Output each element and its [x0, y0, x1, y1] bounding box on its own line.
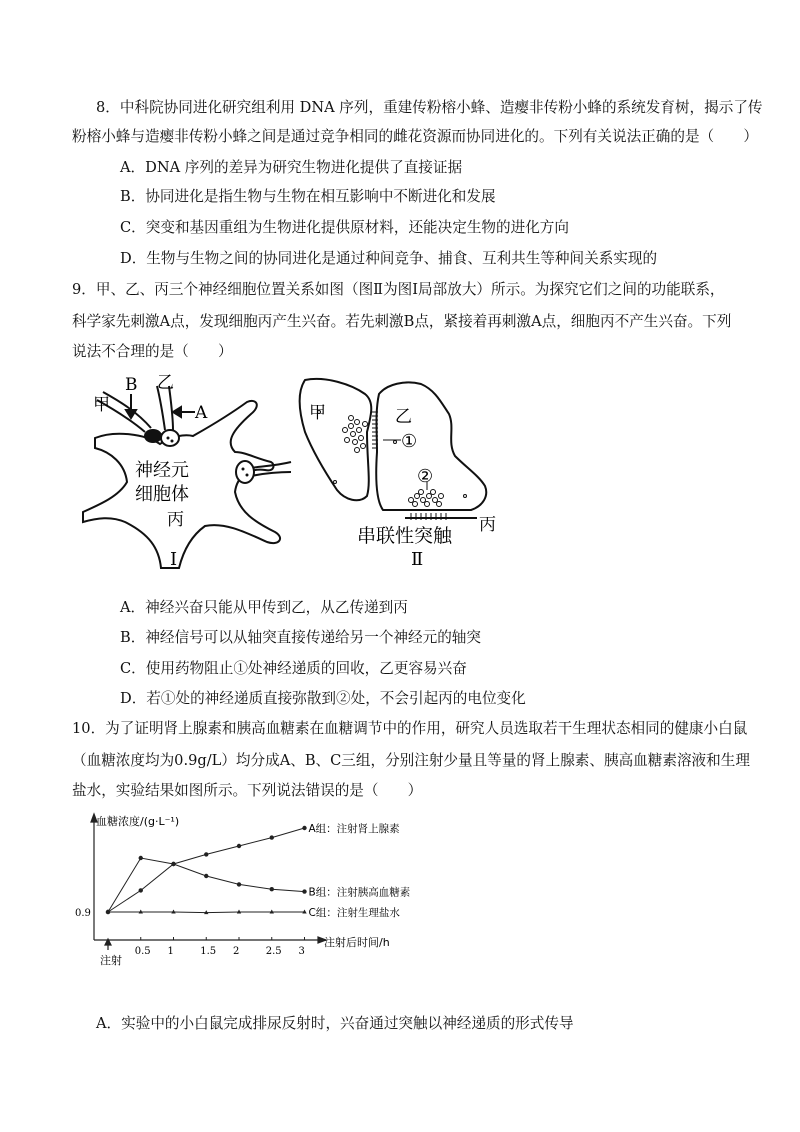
x-tick-label-0: 0.5 [134, 946, 151, 957]
terminal-right [236, 461, 254, 483]
q8-option-a: A．DNA 序列的差异为研究生物进化提供了直接证据 [120, 159, 463, 176]
label-bing: 丙 [167, 510, 184, 530]
x-tick-label-4: 2.5 [265, 946, 282, 957]
series-0-point-3 [204, 852, 208, 856]
y-axis-label: 血糖浓度/(g·L⁻¹) [96, 815, 180, 828]
series-0-point-4 [237, 844, 241, 848]
x-tick-label-5: 3 [298, 946, 305, 957]
marker-1: ① [401, 431, 418, 452]
q9-stem-line1: 9．甲、乙、丙三个神经细胞位置关系如图（图Ⅱ为图Ⅰ局部放大）所示。为探究它们之间的功能联系， [72, 281, 725, 298]
series-1-point-1 [139, 856, 143, 860]
series-2-point-4 [237, 910, 241, 914]
series-labels [309, 822, 411, 919]
series-1-point-5 [270, 887, 274, 891]
terminal-jia [144, 429, 162, 443]
blood-glucose-chart [72, 812, 432, 982]
marker-2: ② [417, 466, 434, 487]
q9-option-d: D．若①处的神经递质直接弥散到②处，不会引起丙的电位变化 [120, 690, 526, 707]
x-tick-label-1: 1 [167, 946, 174, 957]
q9-option-a: A．神经兴奋只能从甲传到乙，从乙传递到丙 [120, 599, 408, 616]
label-cell-line1: 神经元 [135, 460, 189, 481]
q8-option-d: D．生物与生物之间的协同进化是通过种间竞争、捕食、互利共生等种间关系实现的 [120, 250, 658, 267]
label-jia-2: 甲 [309, 403, 326, 423]
q10-stem-line3: 盐水，实验结果如图所示。下列说法错误的是（ ） [72, 782, 423, 799]
figure-2-numeral: Ⅱ [411, 549, 424, 570]
q8-stem-line1: 8．中科院协同进化研究组利用 DNA 序列，重建传粉榕小蜂、造瘿非传粉小蜂的系统发育树，揭示了传 [96, 99, 763, 116]
q9-stem-line3: 说法不合理的是（ ） [72, 343, 233, 360]
q8-stem-line2: 粉榕小蜂与造瘿非传粉小蜂之间是通过竞争相同的雌花资源而协同进化的。下列有关说法正确的是（ ） [72, 128, 758, 145]
series-label-1: B组：注射胰高血糖素 [308, 886, 411, 899]
figure-2-caption: 串联性突触 [357, 525, 453, 547]
label-bing-2: 丙 [479, 515, 496, 535]
q10-stem-line2: （血糖浓度均为0.9g/L）均分成A、B、C三组，分别注射少量且等量的肾上腺素、胰高血糖素溶液和生理 [72, 752, 750, 769]
figure-1-numeral: Ⅰ [170, 549, 178, 570]
series-1-point-6 [302, 889, 306, 893]
neuron-diagram [75, 372, 515, 572]
series-1-point-2 [171, 862, 175, 866]
x-tick-label-3: 2 [233, 946, 240, 957]
series-lines [108, 828, 305, 913]
series-0-point-6 [302, 826, 306, 830]
y-tick-label-0.9: 0.9 [75, 908, 91, 919]
x-axis-label: 注射后时间/h [324, 936, 390, 949]
label-cell-line2: 细胞体 [135, 484, 189, 505]
q10-option-a: A．实验中的小白鼠完成排尿反射时，兴奋通过突触以神经递质的形式传导 [96, 1015, 574, 1032]
label-jia: 甲 [93, 395, 110, 415]
q9-option-c: C．使用药物阻止①处神经递质的回收，乙更容易兴奋 [120, 660, 467, 677]
axon-right-2 [251, 472, 291, 476]
series-label-2: C组：注射生理盐水 [308, 907, 400, 919]
terminal-yi [161, 430, 179, 446]
x-tick-label-2: 1.5 [200, 946, 217, 957]
synapse-1-marks [372, 412, 446, 520]
q9-stem-line2: 科学家先刺激A点，发现细胞丙产生兴奋。若先刺激B点，紧接着再刺激A点，细胞丙不产生兴奋。下列 [72, 313, 732, 330]
arrow-a [173, 407, 195, 417]
label-b: B [125, 375, 138, 395]
label-yi-2: 乙 [395, 407, 412, 427]
series-label-0: A组：注射肾上腺素 [308, 823, 400, 835]
injection-annotation: 注射 [100, 954, 122, 967]
q8-option-b: B．协同进化是指生物与生物在相互影响中不断进化和发展 [120, 188, 496, 205]
series-1-point-3 [204, 874, 208, 878]
series-0-point-1 [139, 888, 143, 892]
series-1-point-4 [237, 882, 241, 886]
series-points [106, 826, 307, 914]
series-0-point-5 [270, 835, 274, 839]
series-line-1 [108, 858, 305, 912]
figure-2 [300, 379, 487, 518]
q9-option-b: B．神经信号可以从轴突直接传递给另一个神经元的轴突 [120, 629, 481, 646]
label-a: A [195, 403, 208, 423]
series-line-0 [108, 828, 305, 912]
q8-option-c: C．突变和基因重组为生物进化提供原材料，还能决定生物的进化方向 [120, 219, 569, 236]
q10-stem-line1: 10．为了证明肾上腺素和胰高血糖素在血糖调节中的作用，研究人员选取若干生理状态相同的健康小白鼠 [72, 720, 748, 737]
label-yi: 乙 [157, 373, 174, 393]
